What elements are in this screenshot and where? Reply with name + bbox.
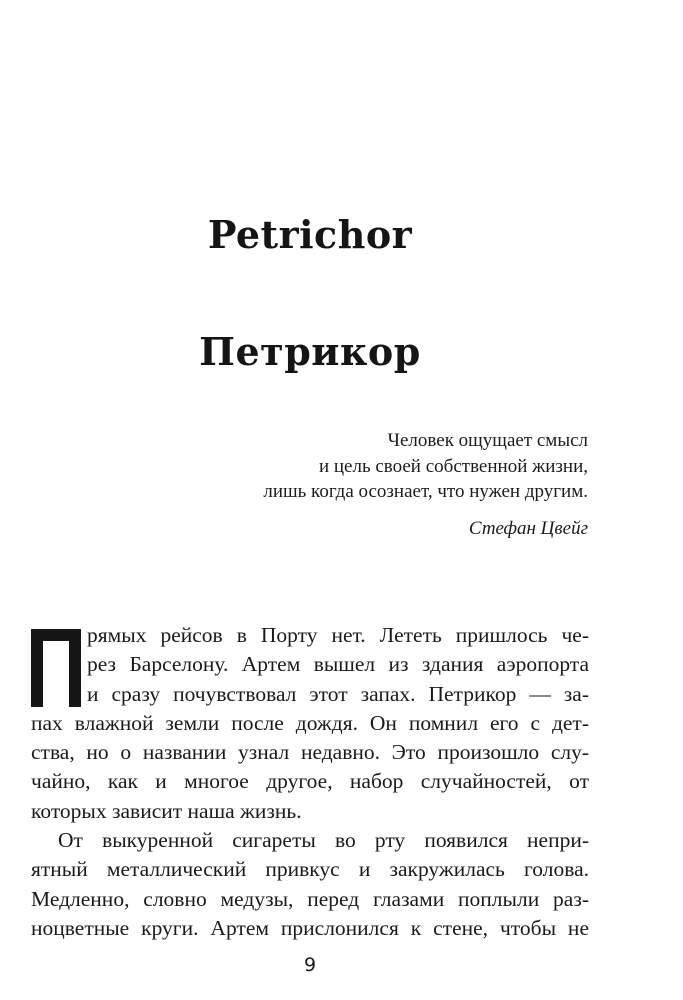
text-line: чайно, как и многое другое, набор случайностей, от	[31, 769, 589, 794]
chapter-title-english: Petrichor	[207, 212, 413, 257]
text-line: Медленно, словно медузы, перед глазами поплыли раз-	[31, 886, 589, 911]
text-line: От выкуренной сигареты во рту появился непри-	[58, 828, 589, 853]
epigraph-line: лишь когда осознает, что нужен другим.	[263, 481, 588, 502]
text-line: и сразу почувствовал этот запах. Петрикор — за-	[87, 681, 589, 706]
text-line: рямых рейсов в Порту нет. Лететь пришлось че-	[87, 623, 589, 647]
body-text	[31, 621, 589, 943]
text-line: ноцветные круги. Артем прислонился к стене, чтобы не	[31, 915, 589, 940]
text-line: ства, но о названии узнал недавно. Это произошло слу-	[31, 740, 589, 765]
chapter-title-russian: Петрикор	[199, 329, 421, 374]
text-line: ятный металлический привкус и закружилась голова.	[31, 857, 589, 882]
paragraph-2	[31, 826, 589, 943]
epigraph-author: Стефан Цвейг	[468, 517, 588, 539]
epigraph-line: Человек ощущает смысл	[387, 430, 588, 451]
epigraph	[263, 428, 588, 541]
epigraph-line: и цель своей собственной жизни,	[318, 455, 588, 477]
page-number: 9	[303, 954, 317, 976]
text-line: рез Барселону. Артем вышел из здания аэропорта	[87, 652, 589, 677]
text-line: пах влажной земли после дождя. Он помнил его с дет-	[31, 710, 589, 735]
paragraph-1	[31, 621, 589, 826]
text-line: которых зависит наша жизнь.	[31, 798, 302, 823]
